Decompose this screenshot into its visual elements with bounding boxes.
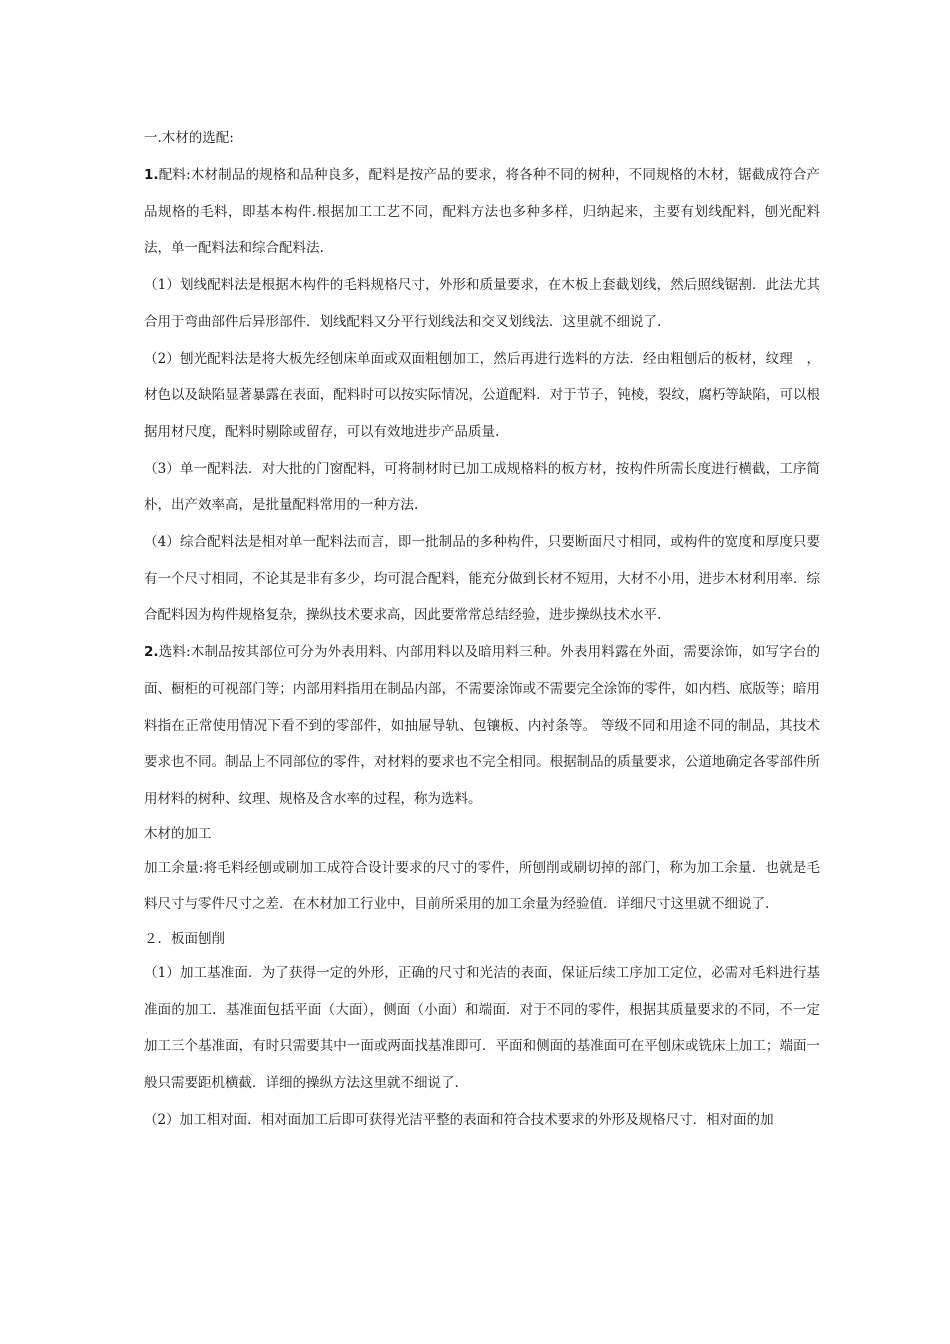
- paragraph-single-method: （3）单一配料法．对大批的门窗配料，可将制材时已加工成规格料的板方材，按构件所需长度进行横截，工序简朴，出产效率高，是批量配料常用的一种方法.: [144, 460, 820, 514]
- paragraph-machining-allowance: 加工余量:将毛料经刨或刷加工成符合设计要求的尺寸的零件，所刨削或刷切掉的部门，称为加工余量．也就是毛料尺寸与零件尺寸之差．在木材加工行业中，目前所采用的加工余量为经验值．详细尺寸这里就不细说了.: [144, 859, 820, 913]
- paragraph-material-allocation: [144, 157, 820, 267]
- document-body: [144, 122, 820, 1139]
- paragraph-number-2: 2.: [144, 644, 159, 661]
- paragraph-combined-method: （4）综合配料法是相对单一配料法而言，即一批制品的多种构件，只要断面尺寸相同，或构件的宽度和厚度只要有一个尺寸相同，不论其是非有多少，均可混合配料，能充分做到长材不短用，大材不小用，进步木材利用率．综合配料因为构件规格复杂，操纵技术要求高，因此要常常总结经验，进步操纵技术水平.: [144, 534, 820, 624]
- section-heading-wood-processing: 木材的加工: [144, 825, 212, 842]
- paragraph-planing-method: （2）刨光配料法是将大板先经刨床单面或双面粗刨加工，然后再进行选料的方法．经由粗刨后的板材，纹理 ，材色以及缺陷显著暴露在表面，配料时可以按实际情况，公道配料．对于节子，钝棱，裂纹，腐朽等缺陷，可以根据用材尺度，配料时剔除或留存，可以有效地进步产品质量.: [144, 350, 820, 440]
- paragraph-reference-surface: （1）加工基准面．为了获得一定的外形，正确的尺寸和光洁的表面，保证后续工序加工定位，必需对毛料进行基准面的加工．基准面包括平面（大面），侧面（小面）和端面．对于不同的零件，根据其质量要求的不同，不一定加工三个基准面，有时只需要其中一面或两面找基准即可．平面和侧面的基准面可在平刨床或铣床上加工；端面一般只需要距机横截．详细的操纵方法这里就不细说了.: [144, 965, 820, 1092]
- paragraph-text: 选料:木制品按其部位可分为外表用料、内部用料以及暗用料三种。外表用料露在外面，需要涂饰，如写字台的面、橱柜的可视部门等；内部用料指用在制品内部，不需要涂饰或不需要完全涂饰的零件，如内档、底版等；暗用料指在正常使用情况下看不到的零部件，如抽屉导轨、包镶板、内衬条等。 等级不同和用途不同的制品，其技术要求也不同。制品上不同部位的零件，对材料的要求也不完全相同。根据制品的质量要求，公道地确定各零部件所用材料的树种、纹理、规格及含水率的过程，称为选料。: [144, 644, 820, 807]
- section-heading-surface-planing: ２．板面刨削: [144, 931, 225, 948]
- paragraph-number-1: 1.: [144, 167, 159, 183]
- paragraph-opposite-surface: （2）加工相对面．相对面加工后即可获得光洁平整的表面和符合技术要求的外形及规格尺寸．相对面的加: [144, 1111, 774, 1128]
- paragraph-line-marking-method: （1）划线配料法是根据木构件的毛料规格尺寸，外形和质量要求，在木板上套截划线，然后照线锯割．此法尤其合用于弯曲部件后异形部件．划线配料又分平行划线法和交叉划线法．这里就不细说了.: [144, 277, 820, 330]
- section-heading-wood-selection: 一.木材的选配:: [144, 130, 234, 146]
- paragraph-material-selection: [144, 634, 820, 818]
- paragraph-text: 配料:木材制品的规格和品种良多，配料是按产品的要求，将各种不同的树种，不同规格的木材，锯截成符合产品规格的毛料，即基本构件.根据加工工艺不同，配料方法也多种多样，归纳起来，主要有划线配料，刨光配料法，单一配料法和综合配料法.: [144, 167, 820, 257]
